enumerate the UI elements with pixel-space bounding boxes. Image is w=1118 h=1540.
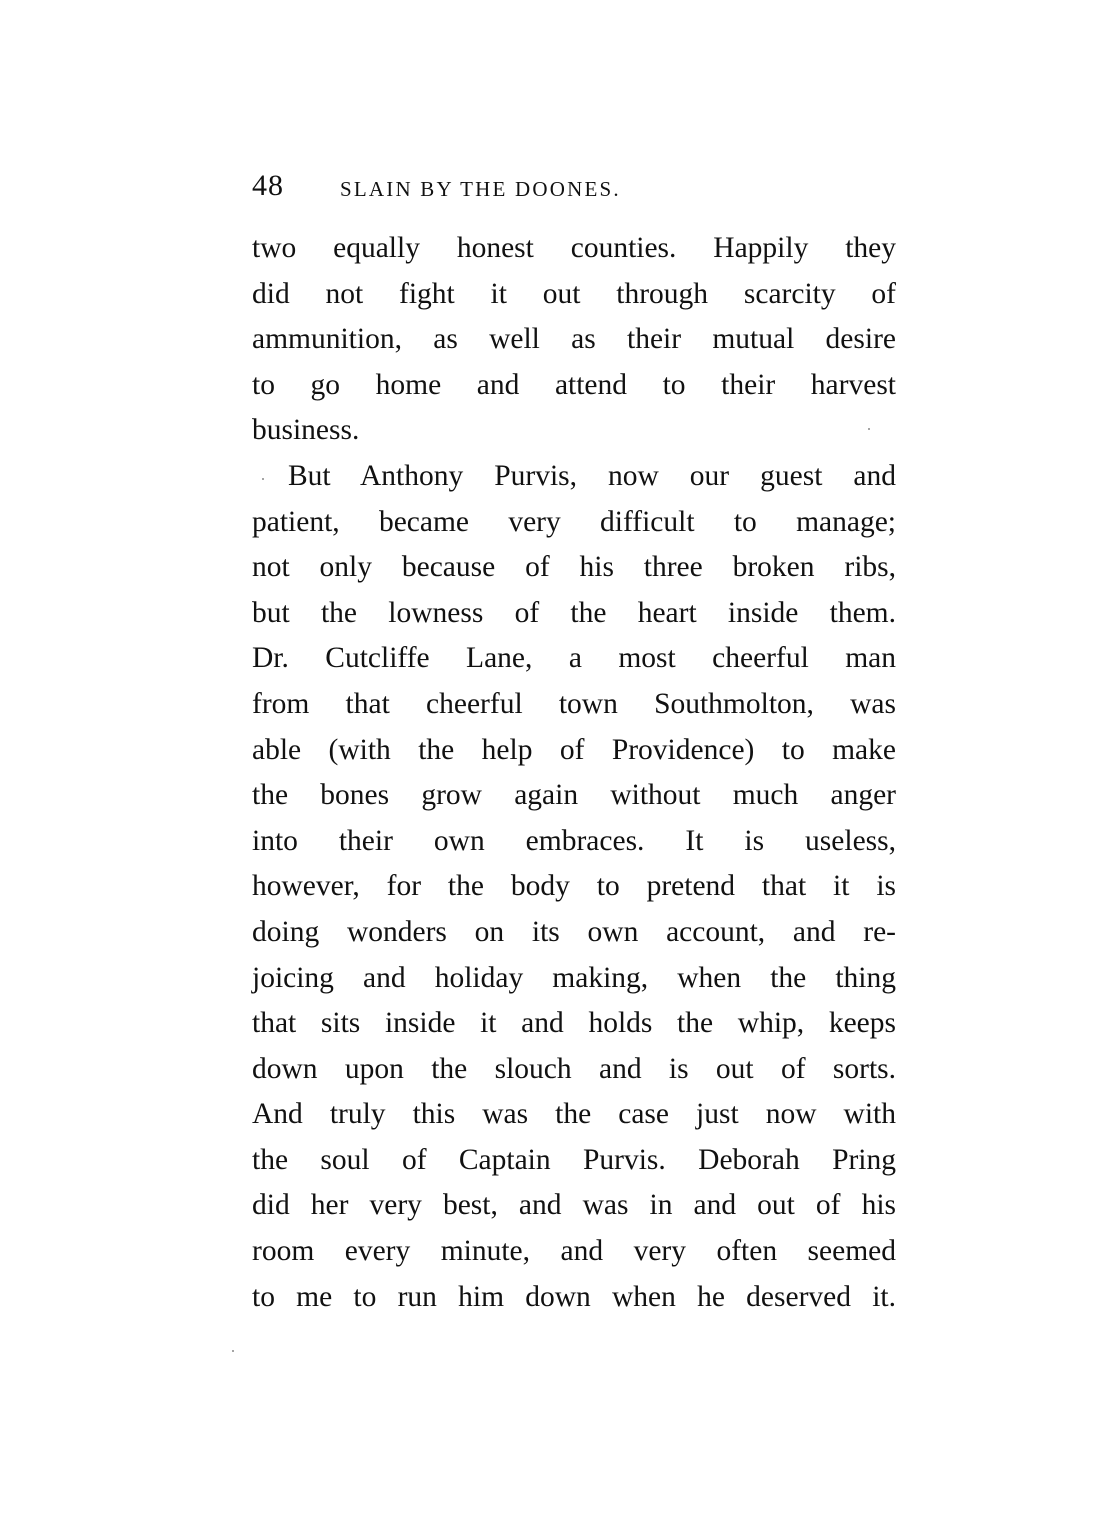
text-line: business. — [252, 414, 360, 447]
text-line: ammunition, as well as their mutual desire — [252, 323, 896, 356]
text-line: joicing and holiday making, when the thing — [252, 961, 896, 994]
text-line: two equally honest counties. Happily they — [252, 232, 896, 264]
paragraph-1 — [252, 226, 896, 454]
scan-speck — [262, 478, 264, 480]
text-line: that sits inside it and holds the whip, keeps — [252, 1007, 896, 1040]
text-line: into their own embraces. It is useless, — [252, 824, 896, 857]
text-line: down upon the slouch and is out of sorts. — [252, 1052, 896, 1085]
text-line: but the lowness of the heart inside them. — [252, 596, 896, 629]
scan-speck — [868, 428, 870, 430]
running-head — [252, 168, 892, 208]
text-line: did not fight it out through scarcity of — [252, 277, 896, 310]
text-line: from that cheerful town Southmolton, was — [252, 687, 896, 720]
text-line: patient, became very difficult to manage; — [252, 505, 896, 538]
text-line: And truly this was the case just now with — [252, 1098, 896, 1131]
running-title: SLAIN BY THE DOONES. — [340, 177, 621, 201]
text-line: however, for the body to pretend that it is — [252, 870, 896, 903]
text-line: to me to run him down when he deserved it. — [252, 1280, 896, 1313]
page-number: 48 — [252, 169, 284, 202]
text-line: did her very best, and was in and out of his — [252, 1189, 896, 1222]
text-line: to go home and attend to their harvest — [252, 368, 896, 401]
text-line: But Anthony Purvis, now our guest and — [288, 459, 896, 492]
paragraph-2 — [252, 454, 896, 1320]
text-line: room every minute, and very often seemed — [252, 1235, 896, 1268]
text-line: able (with the help of Providence) to make — [252, 733, 896, 766]
text-line: not only because of his three broken ribs, — [252, 551, 896, 584]
text-line: Dr. Cutcliffe Lane, a most cheerful man — [252, 642, 896, 675]
scan-speck — [232, 1350, 234, 1352]
text-line: the soul of Captain Purvis. Deborah Pring — [252, 1143, 896, 1176]
body-text — [252, 226, 896, 1320]
text-line: the bones grow again without much anger — [252, 779, 896, 812]
text-line: doing wonders on its own account, and re- — [252, 915, 896, 948]
